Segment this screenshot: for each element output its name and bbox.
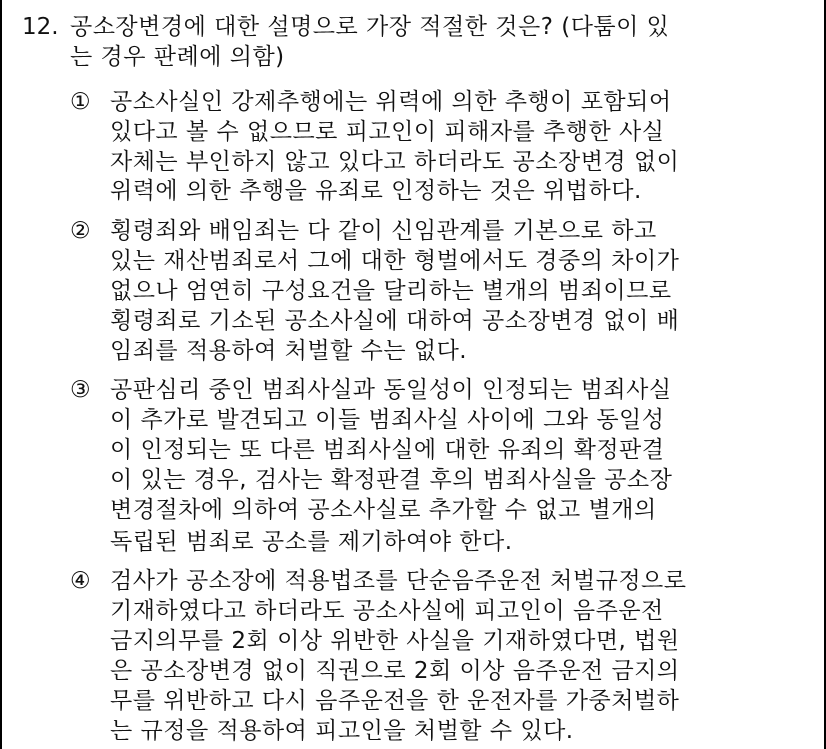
question-stem-line: 공소장변경에 대한 설명으로 가장 적절한 것은? (다툼이 있: [70, 14, 670, 40]
option-4-marker[interactable]: ④: [70, 568, 91, 594]
option-2-line: 횡령죄와 배임죄는 다 같이 신임관계를 기본으로 하고: [110, 218, 657, 244]
option-4-line: 은 공소장변경 없이 직권으로 2회 이상 음주운전 금지의: [110, 658, 680, 684]
option-1-marker[interactable]: ①: [70, 89, 91, 115]
option-3-line: 공판심리 중인 범죄사실과 동일성이 인정되는 범죄사실: [110, 377, 672, 403]
option-2-line: 횡령죄로 기소된 공소사실에 대하여 공소장변경 없이 배: [110, 308, 680, 334]
option-2-line: 임죄를 적용하여 처벌할 수는 없다.: [110, 338, 468, 364]
option-2-line: 없으나 엄연히 구성요건을 달리하는 별개의 범죄이므로: [110, 278, 672, 304]
option-3-line: 이 인정되는 또 다른 범죄사실에 대한 유죄의 확정판결: [110, 437, 665, 463]
option-4-line: 금지의무를 2회 이상 위반한 사실을 기재하였다면, 법원: [110, 628, 680, 654]
option-4-line: 기재하였다고 하더라도 공소사실에 피고인이 음주운전: [110, 598, 664, 624]
option-4-line: 는 규정을 적용하여 피고인을 처벌할 수 있다.: [110, 718, 574, 744]
question-stem-line: 는 경우 판례에 의함): [70, 44, 285, 70]
option-1-line: 공소사실인 강제추행에는 위력에 의한 추행이 포함되어: [110, 89, 672, 115]
option-4-line: 검사가 공소장에 적용법조를 단순음주운전 처벌규정으로: [110, 568, 687, 594]
option-2-marker[interactable]: ②: [70, 218, 91, 244]
option-1-line: 자체는 부인하지 않고 있다고 하더라도 공소장변경 없이: [110, 149, 680, 175]
option-1-line: 위력에 의한 추행을 유죄로 인정하는 것은 위법하다.: [110, 178, 642, 204]
option-4-line: 무를 위반하고 다시 음주운전을 한 운전자를 가중처벌하: [110, 688, 680, 714]
option-3-line: 이 있는 경우, 검사는 확정판결 후의 범죄사실을 공소장: [110, 467, 673, 493]
option-2-line: 있는 재산범죄로서 그에 대한 형벌에서도 경중의 차이가: [110, 248, 680, 274]
option-3-line: 변경절차에 의하여 공소사실로 추가할 수 없고 별개의: [110, 497, 657, 523]
option-3-line: 독립된 범죄로 공소를 제기하여야 한다.: [110, 529, 513, 555]
option-1-line: 있다고 볼 수 없으므로 피고인이 피해자를 추행한 사실: [110, 119, 665, 145]
option-3-line: 이 추가로 발견되고 이들 범죄사실 사이에 그와 동일성: [110, 407, 665, 433]
question-number: 12.: [22, 14, 59, 40]
option-3-marker[interactable]: ③: [70, 377, 91, 403]
